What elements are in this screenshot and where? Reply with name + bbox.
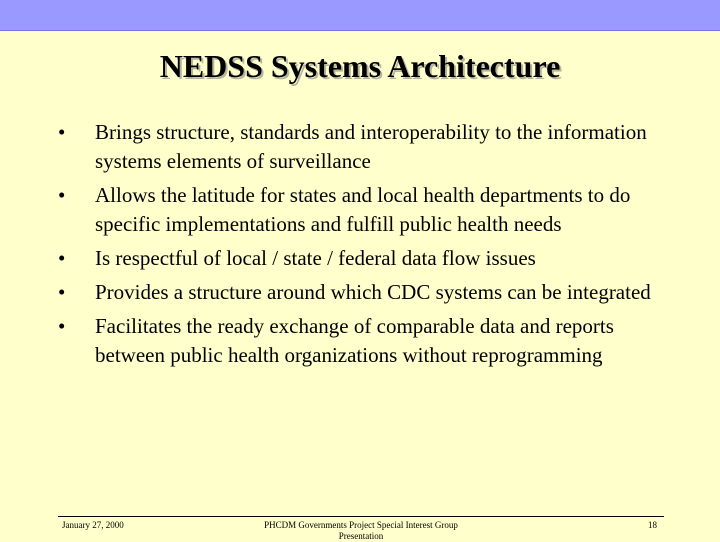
bullet-marker: • [58, 246, 66, 270]
bullet-item [58, 312, 668, 370]
bullet-text: Is respectful of local / state / federal data flow issues [95, 246, 536, 270]
footer-page-number: 18 [648, 520, 657, 530]
bullet-marker: • [58, 183, 66, 207]
bullet-item [58, 278, 668, 307]
bullet-item [58, 118, 668, 176]
bullet-text: Allows the latitude for states and local health departments to do specific implementations and fulfill public health needs [95, 183, 631, 236]
bullet-text: Provides a structure around which CDC systems can be integrated [95, 280, 651, 304]
top-band [0, 0, 720, 31]
bullet-text: Facilitates the ready exchange of comparable data and reports between public health organizations without reprogramming [95, 314, 614, 367]
bullet-marker: • [58, 314, 66, 338]
bullet-text: Brings structure, standards and interoperability to the information systems elements of surveillance [95, 120, 647, 173]
bullet-item [58, 181, 668, 239]
bullet-marker: • [58, 280, 66, 304]
bullet-marker: • [58, 120, 66, 144]
footer-date: January 27, 2000 [62, 520, 124, 530]
bullet-list [58, 118, 668, 375]
footer-divider [58, 516, 664, 517]
bullet-item [58, 244, 668, 273]
footer-presentation-title: PHCDM Governments Project Special Interest Group Presentation [264, 520, 458, 541]
slide-title: NEDSS Systems Architecture [159, 48, 561, 84]
